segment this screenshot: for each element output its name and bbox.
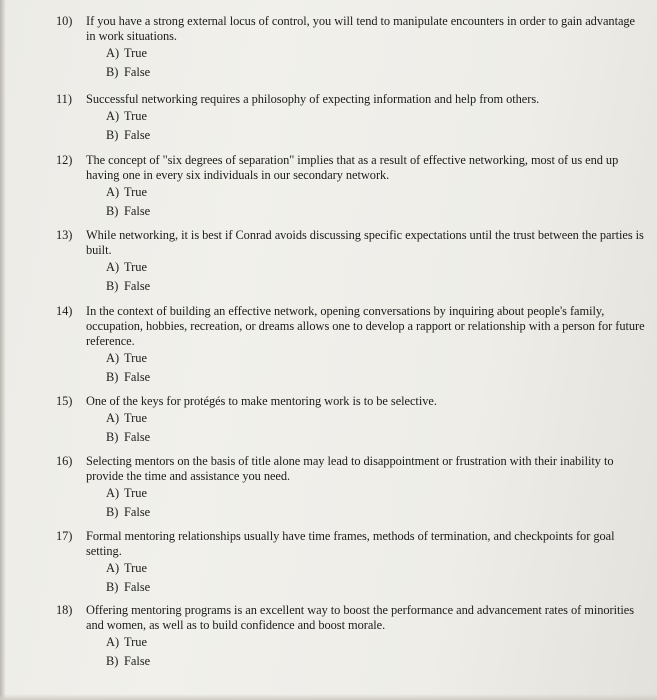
option-label: False: [124, 370, 151, 384]
option-letter: A): [106, 486, 120, 500]
option-letter: B): [106, 430, 119, 444]
option-letter: B): [106, 580, 119, 594]
option-true: [106, 349, 646, 368]
option-label: False: [124, 279, 151, 293]
option-letter: B): [106, 128, 119, 142]
option-false: [106, 202, 646, 221]
page-edge-shadow: [0, 0, 6, 700]
option-letter: B): [106, 65, 119, 79]
question-text: Selecting mentors on the basis of title alone may lead to disappointment or frustration with their inability to provide the time and assistance you need.: [86, 454, 614, 483]
option-label: True: [124, 351, 147, 365]
option-letter: B): [106, 204, 119, 218]
option-label: False: [124, 430, 151, 444]
question-17: [56, 529, 646, 597]
question-text: In the context of building an effective network, opening conversations by inquiring about people's family, occupation, hobbies, recreation, or dreams allows one to develop a rapport or relationship with a person for future reference.: [86, 304, 645, 348]
question-number: 10): [56, 14, 73, 28]
option-false: [106, 368, 646, 387]
question-number: 16): [56, 454, 73, 468]
option-label: False: [124, 65, 151, 79]
question-11: [56, 92, 646, 145]
option-letter: A): [106, 109, 120, 123]
option-false: [106, 578, 646, 597]
option-true: [106, 44, 646, 63]
option-label: True: [124, 635, 147, 649]
option-false: [106, 277, 646, 296]
question-15: [56, 394, 646, 447]
question-number: 18): [56, 603, 73, 617]
option-label: True: [124, 46, 147, 60]
option-letter: A): [106, 351, 120, 365]
option-label: True: [124, 561, 147, 575]
question-stem: [56, 14, 646, 44]
question-stem: [56, 394, 646, 409]
option-label: True: [124, 486, 147, 500]
option-label: True: [124, 411, 147, 425]
question-number: 13): [56, 228, 73, 242]
option-true: [106, 258, 646, 277]
question-stem: [56, 153, 646, 183]
question-stem: [56, 228, 646, 258]
question-stem: [56, 304, 646, 349]
question-number: 14): [56, 304, 73, 318]
option-true: [106, 559, 646, 578]
option-letter: A): [106, 411, 120, 425]
option-label: False: [124, 580, 151, 594]
option-letter: A): [106, 46, 120, 60]
option-letter: B): [106, 370, 119, 384]
option-label: True: [124, 109, 147, 123]
option-false: [106, 126, 646, 145]
option-true: [106, 183, 646, 202]
question-10: [56, 14, 646, 82]
option-letter: A): [106, 260, 120, 274]
option-letter: B): [106, 505, 119, 519]
question-18: [56, 603, 646, 671]
question-number: 11): [56, 92, 72, 106]
option-false: [106, 652, 646, 671]
question-stem: [56, 454, 646, 484]
option-label: False: [124, 505, 151, 519]
option-label: False: [124, 204, 151, 218]
option-label: False: [124, 128, 151, 142]
option-label: True: [124, 185, 147, 199]
option-label: False: [124, 654, 151, 668]
option-false: [106, 63, 646, 82]
question-number: 12): [56, 153, 73, 167]
question-text: The concept of "six degrees of separation" implies that as a result of effective networking, most of us end up having one in every six individuals in our secondary network.: [86, 153, 619, 182]
question-text: Offering mentoring programs is an excellent way to boost the performance and advancement rates of minorities and women, as well as to build confidence and boost morale.: [86, 603, 634, 632]
option-letter: B): [106, 654, 119, 668]
question-number: 17): [56, 529, 73, 543]
option-false: [106, 503, 646, 522]
option-true: [106, 633, 646, 652]
question-text: While networking, it is best if Conrad avoids discussing specific expectations until the trust between the parties is built.: [86, 228, 644, 257]
question-text: One of the keys for protégés to make mentoring work is to be selective.: [86, 394, 437, 408]
question-number: 15): [56, 394, 73, 408]
question-stem: [56, 603, 646, 633]
question-16: [56, 454, 646, 522]
question-12: [56, 153, 646, 221]
option-true: [106, 107, 646, 126]
option-true: [106, 484, 646, 503]
question-14: [56, 304, 646, 387]
option-false: [106, 428, 646, 447]
question-text: If you have a strong external locus of control, you will tend to manipulate encounters in order to gain advantage in work situations.: [86, 14, 636, 43]
page-bottom-shadow: [0, 694, 657, 700]
question-stem: [56, 529, 646, 559]
option-true: [106, 409, 646, 428]
option-letter: A): [106, 635, 120, 649]
option-letter: A): [106, 185, 120, 199]
question-text: Formal mentoring relationships usually have time frames, methods of termination, and checkpoints for goal setting.: [86, 529, 615, 558]
question-stem: [56, 92, 646, 107]
option-label: True: [124, 260, 147, 274]
question-13: [56, 228, 646, 296]
question-text: Successful networking requires a philosophy of expecting information and help from others.: [86, 92, 540, 106]
option-letter: B): [106, 279, 119, 293]
option-letter: A): [106, 561, 120, 575]
